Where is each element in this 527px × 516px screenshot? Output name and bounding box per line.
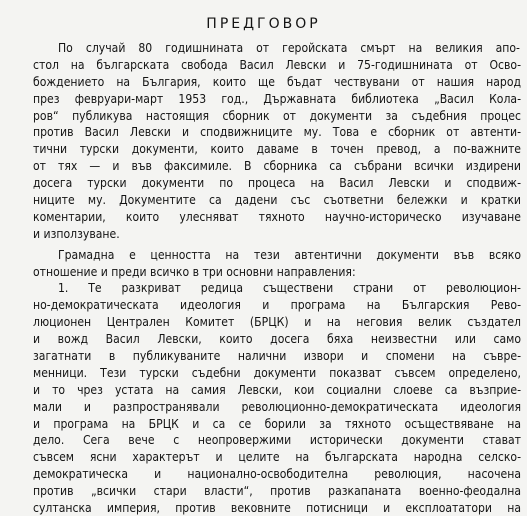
paragraph-line: коментарии, които улесняват тяхното научно-историческо изучаване (33, 209, 521, 224)
paragraph-line: през февруари-март 1953 год., Държавната библиотека „Васил Кола- (33, 91, 521, 106)
paragraph-line: ров“ публикува настоящия сборник от документи за съдебния процес (33, 108, 521, 123)
paragraph-line: от тях — и във факсимиле. В сборника са събрани всички издирени (33, 159, 521, 174)
paragraph-line: люционен Централен Комитет (БРЦК) и на неговия велик създател (33, 315, 521, 330)
paragraph-line: против Васил Левски и сподвижниците му. Това е сборник от автенти- (33, 125, 521, 140)
paragraph-line: По случай 80 годишнината от геройската смърт на великия апо- (58, 41, 520, 55)
paragraph-line: отношение и преди всичко в три основни направления: (33, 264, 356, 279)
paragraph-line: мали и разпространявали революционно-демократическата идеология (33, 399, 521, 414)
paragraph-line: Грамадна е ценността на тези автентични документи във всяко (58, 247, 521, 262)
paragraph-line: ниците му. Документите са дадени със съответни бележки и кратки (33, 193, 521, 207)
paragraph-line: досега турски документи по процеса на Васил Левски и сподвиж- (33, 176, 521, 191)
paragraph-line: султанска империя, против вековните потисници и експлоататори на (33, 501, 521, 515)
paragraph-line: дело. Сега вече с неопровержими исторически документи стават (33, 433, 521, 448)
paragraph-line: тични турски документи, които даваме в точен превод, а по-важните (33, 142, 521, 157)
paragraph-line: но-демократическата идеология и програма на Българския Рево- (33, 298, 521, 313)
paragraph-line: бождението на България, които ще бъдат чествувани от нашия народ (33, 74, 521, 89)
paragraph-line: 1. Те разкриват редица съществени страни от революцион- (58, 281, 521, 296)
paragraph-line: и то чрез устата на самия Левски, кои социални слоеве са възприе- (33, 382, 521, 397)
paragraph-line: против „всички стари власти“, против разкапаната военно-феодална (33, 484, 521, 499)
paragraph-line: менници. Тези турски съдебни документи показват съвсем определено, (33, 365, 521, 380)
paragraph-line: демократическа и национално-освободителна революция, насочена (33, 467, 521, 482)
page-title: ПРЕДГОВОР (206, 16, 321, 32)
paragraph-line: загатнати в публикуваните налични извори и спомени на съвре- (33, 349, 521, 363)
paragraph-line: съвсем ясни характерът и целите на българската народна селско- (33, 450, 521, 465)
paragraph-line: стол на българската свобода Васил Левски и 75-годишнината от Осво- (33, 57, 521, 72)
paragraph-line: и вожд Васил Левски, които досега бяха неизвестни или само (33, 332, 521, 347)
paragraph-line: и програма на БРЦК и са се борили за тяхното осъществяване на (33, 416, 521, 431)
paragraph-line: и използуване. (33, 226, 120, 241)
